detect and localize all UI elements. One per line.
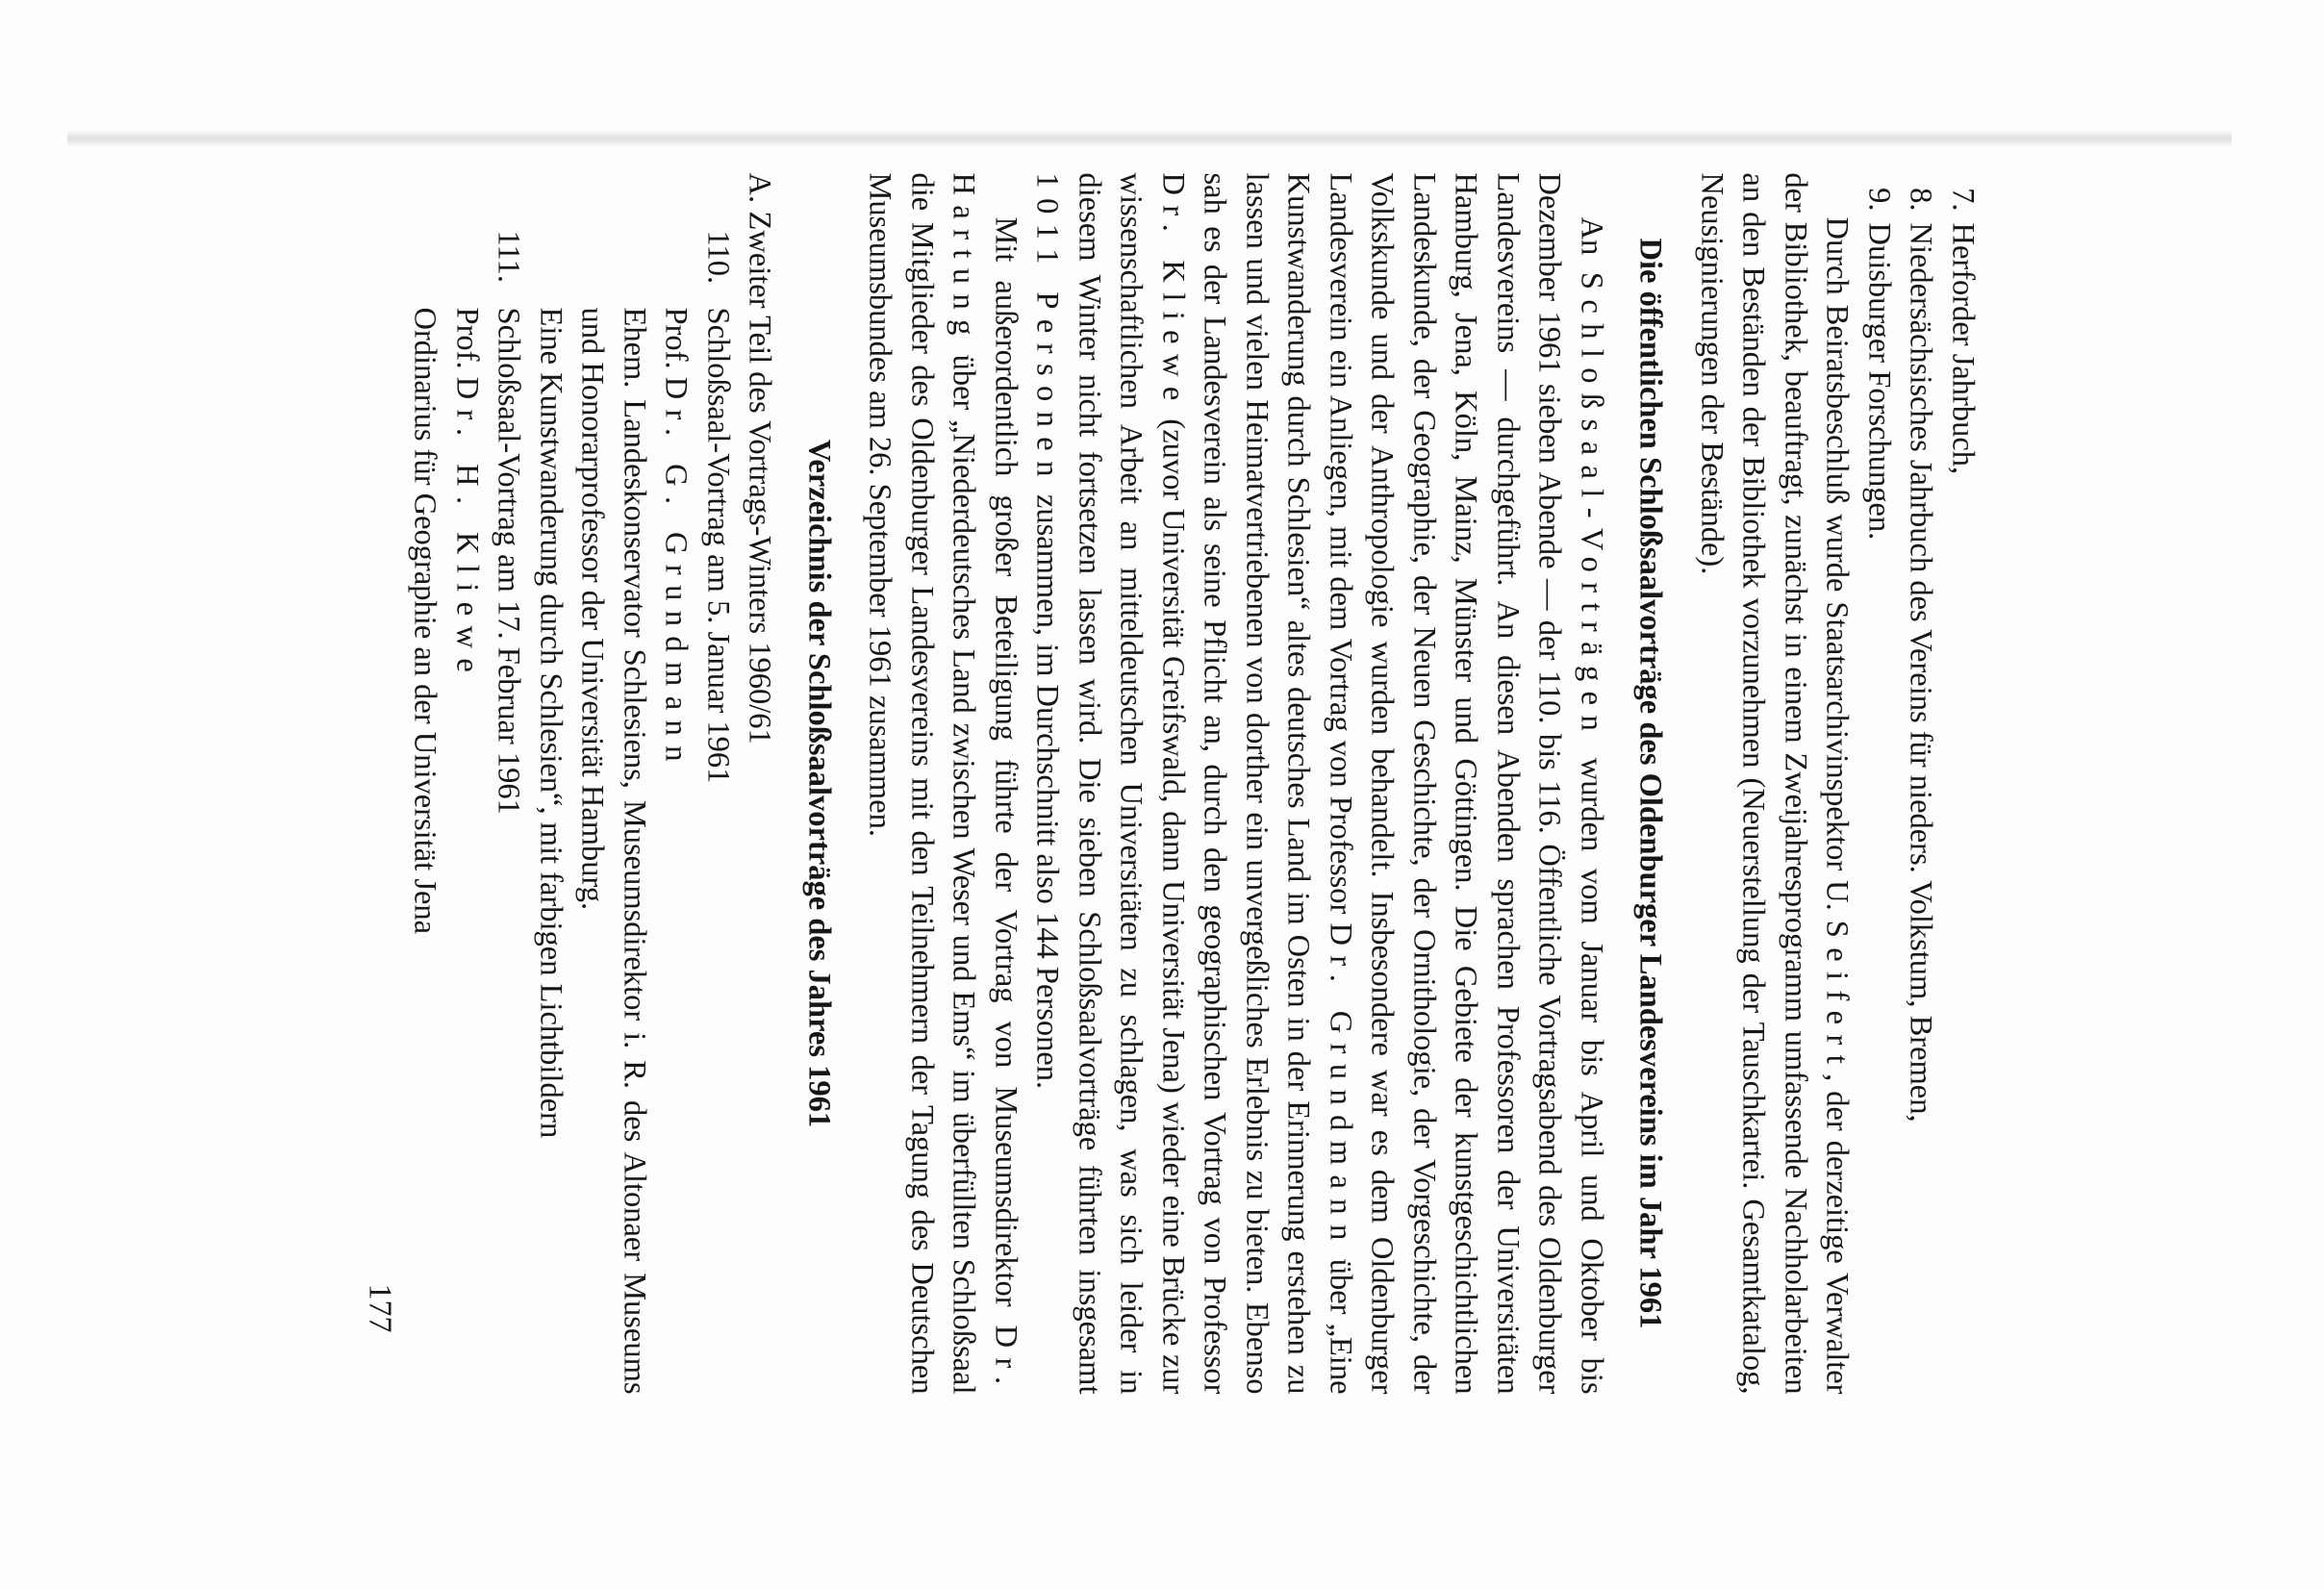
lecture-number: 111. (492, 230, 526, 283)
beirat-text-start: Durch Beiratsbeschluß wurde Staatsarchivinspektor U. (1820, 216, 1855, 921)
hartung-text-2: über „Niederdeutsches Land zwischen Weser und Ems“ im überfüllten Schloßsaal die Mitglieder des Oldenburger Landesvereins mit den Teilnehmern der Tagung des Deutschen Museumsbundes am 26. September 1961 zusammen. (863, 172, 981, 1395)
lecture-speaker (655, 308, 697, 1395)
hartung-paragraph (859, 173, 1026, 1395)
speaker-name: Dr. H. Kliewe (449, 376, 485, 683)
lecture-entry (404, 173, 530, 1395)
lecture-title: Schloßsaal-Vortrag am 17. Februar 1961 (492, 307, 526, 815)
hartung-text-1: Mit außerordentlich großer Beteiligung führte der Vortrag von Museumsdirektor (988, 216, 1023, 1325)
lecture-detail: Ordinarius für Geographie an der Universität Jena (408, 307, 442, 935)
spaced-term-schlosssaal-vortraegen: Schloßsaal-Vorträgen (1574, 271, 1609, 742)
speaker-name: Dr. G. Grundmann (659, 376, 694, 771)
list-item-text: Duisburger Forschungen. (1861, 222, 1897, 541)
beirat-paragraph (1690, 173, 1857, 1395)
lecture-title-line (696, 231, 739, 1395)
lecture-speaker (445, 308, 488, 1395)
page-text-block (404, 173, 1983, 1395)
list-item (1941, 173, 1983, 1395)
list-item-number: 9. (1861, 188, 1897, 212)
list-item (1900, 173, 1942, 1395)
lecture-number: 110. (700, 230, 736, 285)
person-name-hartung: Dr. Hartung (947, 172, 1023, 1395)
intro-paragraph (1026, 173, 1612, 1395)
section-a (739, 173, 781, 1395)
list-item (1857, 173, 1900, 1395)
lecture-entry (529, 173, 739, 1395)
beirat-text-end: , der derzeitige Verwalter der Bibliothek, beauftragt, zunächst in einem Zweijahresprogramm umfassende Nachholarbeiten an den Beständen der Bibliothek vorzunehmen (Neuerstellung der Tauschkartei. Gesamtkatalog, Neusignierungen der Bestände). (1694, 172, 1855, 1395)
lecture-title: Schloßsaal-Vortrag am 5. Januar 1961 (700, 307, 736, 784)
lecture-title-line (488, 231, 530, 1395)
speaker-prefix: Prof. (659, 307, 694, 377)
list-item-number: 7. (1945, 188, 1981, 212)
intro-text-3: über „Eine Kunstwanderung durch Schlesien“ altes deutsches Land im Osten in der Erinnerung erstehen zu lassen und vielen Heimatvertriebenen von dorther ein unvergeßliches Erlebnis zu bieten. Ebenso sah es der Landesverein als seine Pflicht an, durch den geographischen Vortrag von Professor (1198, 172, 1358, 1395)
section-letter: A. (743, 172, 777, 204)
list-item-text: Herforder Jahrbuch, (1945, 222, 1981, 475)
list-item-number: 8. (1904, 188, 1938, 212)
section-heading-public-lectures: Die öffentlichen Schloßsaalvorträge des Oldenburger Landesvereins im Jahr 1961 (1633, 238, 1668, 1329)
intro-text-1: An (1574, 216, 1609, 272)
speaker-prefix: Prof. (449, 307, 485, 377)
lecture-detail: Ehem. Landeskonservator Schlesiens, Museumsdirektor i. R. des Altonaer Museums und Honorarprofessor der Universität Hamburg. (575, 307, 652, 1395)
list-item-text: Niedersächsisches Jahrbuch des Vereins für nieders. Volkstum, Bremen, (1904, 222, 1938, 1123)
rotated-printed-page (225, 0, 2101, 1590)
intro-text-2: wurden vom Januar bis April und Oktober bis Dezember 1961 sieben Abende — der 110. bis 116. Öffentliche Vortragsabend des Oldenburger Landesvereins — durchgeführt. An diesen Abenden sprachen Professoren der Universitäten Hamburg, Jena, Köln, Mainz, Münster und Göttingen. Die Gebiete der kunstgeschichtlichen Landeskunde, der Geographie, der Neuen Geschichte, der Ornithologie, der Vorgeschichte, der Volkskunde und der Anthropologie wurden behandelt. Insbesondere war es dem Oldenburger Landesverein ein Anliegen, mit dem Vortrag von Professor (1323, 172, 1609, 1395)
page-number: 177 (362, 1283, 398, 1333)
intro-text-4: (zuvor Universität Greifswald, dann Universität Jena) wieder eine Brücke zur wissenschaftlichen Arbeit an mitteldeutschen Universitäten zu schlagen, was sich leider in diesem Winter nicht fortsetzen lassen wird. Die sieben Schloßsaalvorträge führten insgesamt (1072, 172, 1191, 1395)
lecture-detail: Eine Kunstwanderung durch Schlesien“, mit farbigen Lichtbildern (533, 307, 568, 1139)
section-title: Zweiter Teil des Vortrags-Winters 1960/61 (743, 211, 777, 745)
intro-text-5: zusammen, im Durchschnitt also 144 Personen. (1030, 486, 1065, 1090)
spaced-term-personen: 1011 Personen (1030, 172, 1065, 487)
section-heading-lecture-list: Verzeichnis der Schloßsaalvorträge des Jahres 1961 (801, 439, 837, 1128)
person-name-seifert: Seifert (1820, 920, 1855, 1074)
person-name-grundmann: Dr. Grundmann (1323, 922, 1358, 1250)
person-name-kliewe: Dr. Kliewe (1155, 172, 1191, 411)
